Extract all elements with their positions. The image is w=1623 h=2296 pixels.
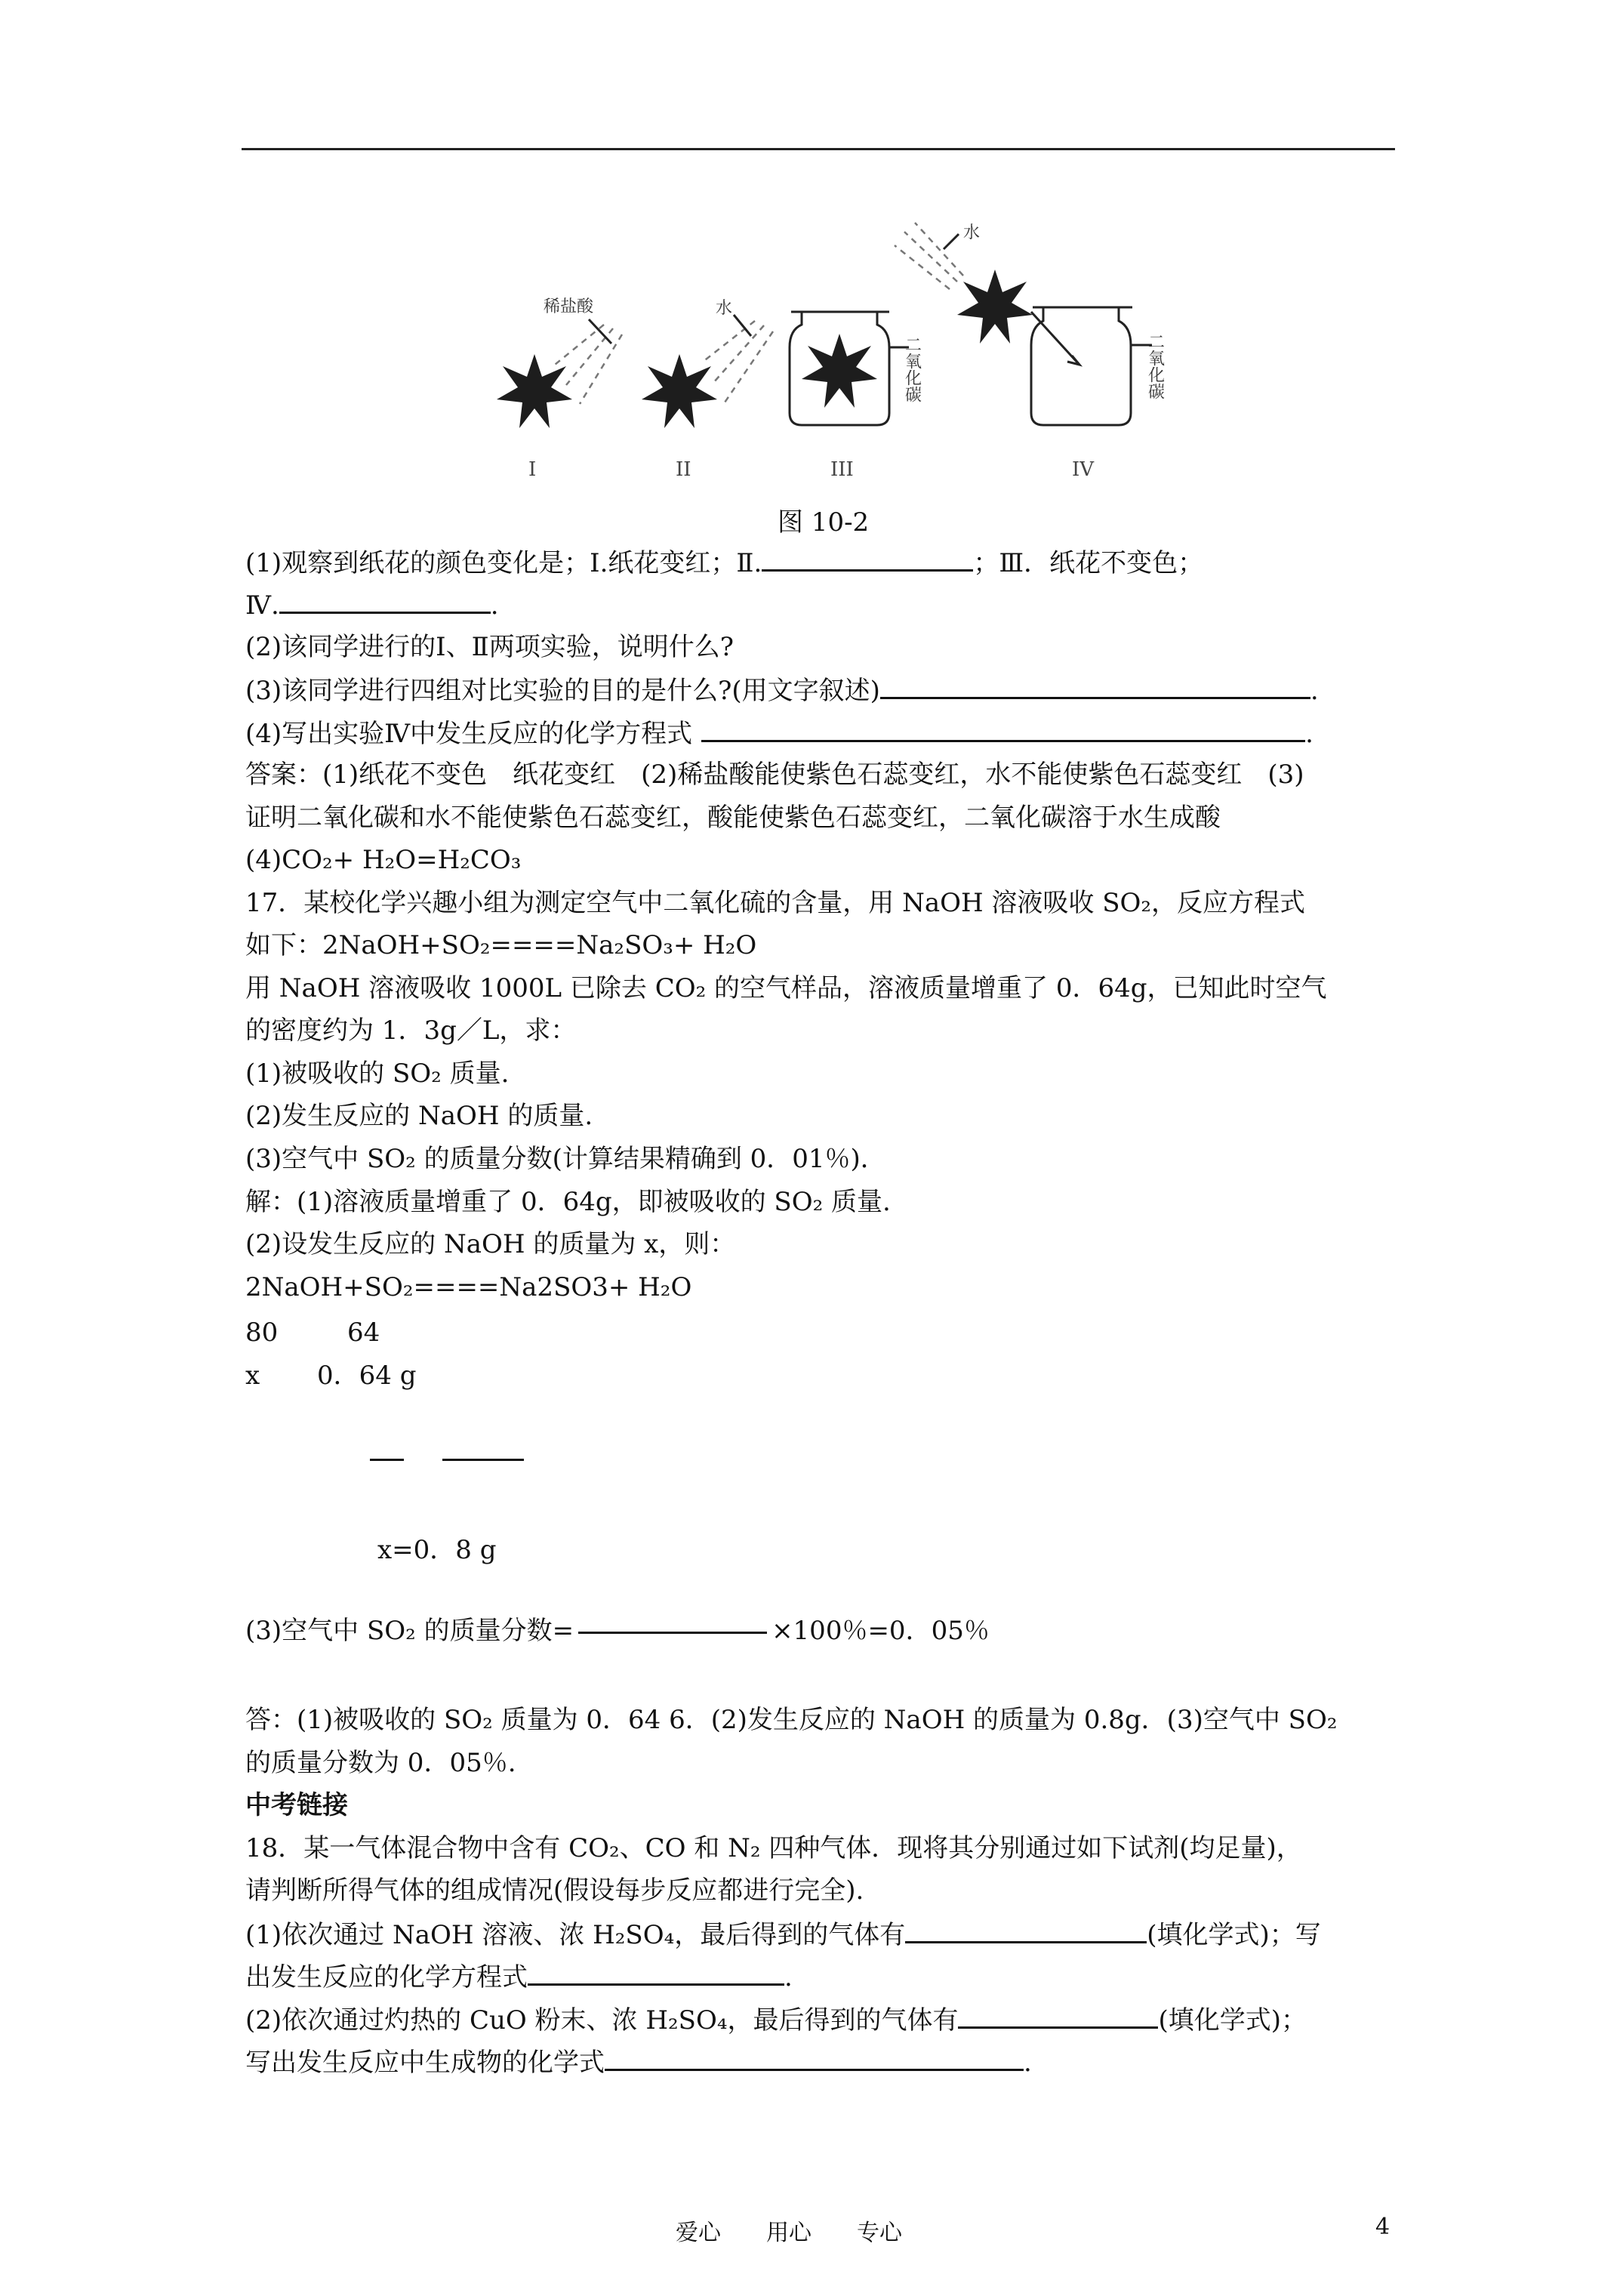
label-water-2: 水 <box>963 223 981 242</box>
acid-spray-icon <box>555 325 622 404</box>
fraction-line <box>578 1632 767 1634</box>
label-water-1: 水 <box>716 299 733 318</box>
water-spray-icon-2 <box>895 223 963 289</box>
flower-I-icon <box>497 354 572 428</box>
answer-blank[interactable] <box>528 1961 784 1986</box>
answer-blank[interactable] <box>762 547 973 572</box>
q17-line-7: (3)空气中 SO₂ 的质量分数(计算结果精确到 0．01％)． <box>245 1144 886 1174</box>
q16-answer-3: (4)CO₂+ H₂O=H₂CO₃ <box>245 845 522 875</box>
q17-line-5: (1)被吸收的 SO₂ 质量. <box>245 1059 510 1089</box>
q17-answer-1: 答：(1)被吸收的 SO₂ 质量为 0．64 6．(2)发生反应的 NaOH 的质量为 0.8g．(3)空气中 SO₂ <box>245 1705 1338 1735</box>
answer-blank[interactable] <box>279 589 491 614</box>
q17-ratio-bottom-1: x <box>245 1361 260 1391</box>
q17-solution-1: 解：(1)溶液质量增重了 0．64g，即被吸收的 SO₂ 质量. <box>245 1187 891 1217</box>
q18-line-5: (2)依次通过灼热的 CuO 粉末、浓 H₂SO₄，最后得到的气体有 (填化学式)； <box>245 2005 1307 2036</box>
q17-answer-2: 的质量分数为 0．05％. <box>245 1748 516 1778</box>
q18-line-2: 请判断所得气体的组成情况(假设每步反应都进行完全). <box>245 1875 864 1906</box>
experiment-figure <box>453 215 1208 495</box>
q17-ratio-top-1: 80 <box>245 1318 279 1348</box>
q16-line-3: (2)该同学进行的Ⅰ、Ⅱ两项实验，说明什么? <box>245 632 734 662</box>
label-co2-b: 二氧化碳 <box>1145 333 1165 399</box>
water-spray-icon-1 <box>702 321 773 402</box>
figure-caption: 图 10-2 <box>778 507 870 538</box>
q18-line-1: 18．某一气体混合物中含有 CO₂、CO 和 N₂ 四种气体．现将其分别通过如下试剂(均足量)， <box>245 1833 1302 1863</box>
q18-line-6: 写出发生反应中生成物的化学式 . <box>245 2048 1032 2078</box>
q17-ratio-top-2: 64 <box>347 1318 380 1348</box>
answer-blank[interactable] <box>880 674 1310 699</box>
answer-blank[interactable] <box>605 2046 1024 2071</box>
q17-solution-3: 2NaOH+SO₂====Na2SO3+ H₂O <box>245 1272 692 1302</box>
jar-IV-icon <box>1031 307 1132 425</box>
q16-answer-2: 证明二氧化碳和水不能使紫色石蕊变红，酸能使紫色石蕊变红，二氧化碳溶于水生成酸 <box>245 803 1221 833</box>
answer-blank[interactable] <box>958 2004 1158 2029</box>
q17-line-1: 17．某校化学兴趣小组为测定空气中二氧化硫的含量，用 NaOH 溶液吸收 SO₂，反应方程式 <box>245 888 1306 918</box>
label-co2-a: 二氧化碳 <box>902 336 922 402</box>
flower-II-icon <box>642 354 717 428</box>
section-heading: 中考链接 <box>245 1790 348 1820</box>
q16-line-1: (1)观察到纸花的颜色变化是；Ⅰ.纸花变红；Ⅱ. ；Ⅲ．纸花不变色； <box>245 548 1204 578</box>
header-rule <box>242 148 1395 150</box>
q17-line-3: 用 NaOH 溶液吸收 1000L 已除去 CO₂ 的空气样品，溶液质量增重了 0．64g，已知此时空气 <box>245 973 1327 1003</box>
q16-line-5: (4)写出实验Ⅳ中发生反应的化学方程式 . <box>245 719 1313 749</box>
label-IV: IV <box>1072 458 1095 481</box>
label-acid: 稀盐酸 <box>544 297 594 316</box>
q17-ratio-bottom-2: 0．64 g <box>317 1361 417 1391</box>
footer-slogan: 爱心 用心 专心 <box>676 2220 902 2246</box>
q17-line-6: (2)发生反应的 NaOH 的质量. <box>245 1101 593 1131</box>
label-I: I <box>528 458 537 481</box>
label-III: III <box>830 458 854 481</box>
answer-blank[interactable] <box>701 717 1305 742</box>
flower-IV-icon <box>957 270 1033 344</box>
label-II: II <box>676 458 691 481</box>
page-number: 4 <box>1375 2214 1390 2240</box>
q17-solution-2: (2)设发生反应的 NaOH 的质量为 x，则： <box>245 1229 736 1259</box>
q16-line-2: Ⅳ. . <box>245 590 499 621</box>
q17-line-4: 的密度约为 1．3g／L，求： <box>245 1015 577 1046</box>
q16-line-4: (3)该同学进行四组对比实验的目的是什么?(用文字叙述) . <box>245 676 1319 706</box>
q17-solution-x: x=0．8 g <box>377 1535 497 1565</box>
answer-blank[interactable] <box>905 1918 1147 1943</box>
flower-III-icon <box>802 334 877 408</box>
q17-line-2: 如下：2NaOH+SO₂====Na₂SO₃+ H₂O <box>245 930 757 960</box>
q18-line-4: 出发生反应的化学方程式 . <box>245 1962 793 1992</box>
q17-solution-3-line: (3)空气中 SO₂ 的质量分数= ×100％=0．05％ <box>245 1616 990 1646</box>
q16-answer-1: 答案：(1)纸花不变色 纸花变红 (2)稀盐酸能使紫色石蕊变红，水不能使紫色石蕊变红 (3) <box>245 760 1304 790</box>
fraction-line <box>442 1459 524 1461</box>
q18-line-3: (1)依次通过 NaOH 溶液、浓 H₂SO₄，最后得到的气体有 (填化学式)；写 <box>245 1920 1321 1950</box>
fraction-line <box>370 1459 404 1461</box>
